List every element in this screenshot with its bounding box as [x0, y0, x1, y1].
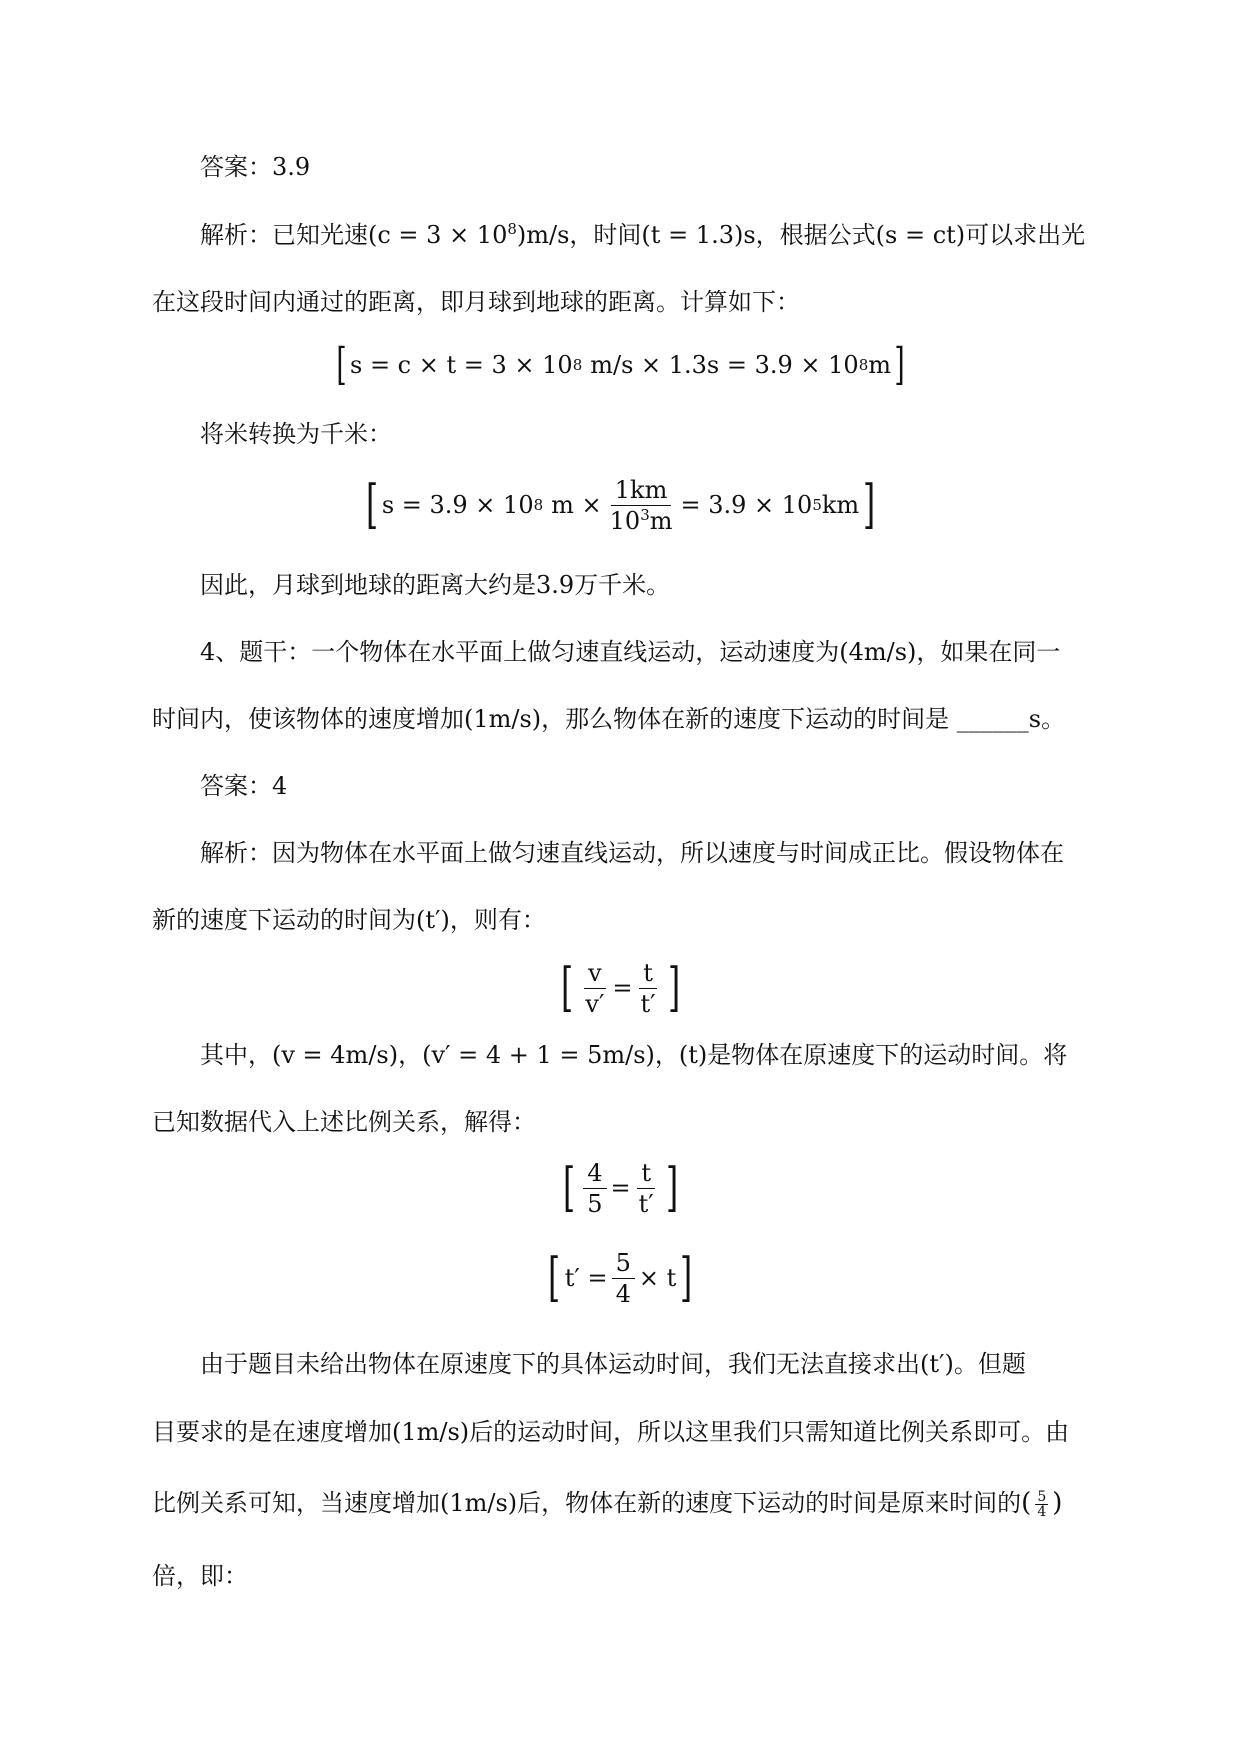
fraction-numerator: 5: [612, 1250, 635, 1279]
fraction-numerator: t: [639, 960, 657, 989]
fraction-numerator: v: [584, 960, 606, 989]
analysis-1-exponent: 8: [507, 220, 517, 238]
conversion-fraction: [606, 477, 677, 534]
right-bracket: ]: [680, 1248, 693, 1308]
question-4-line-2: 时间内，使该物体的速度增加(1m/s)，那么物体在新的速度下运动的时间是 ______s。: [152, 705, 1066, 733]
analysis-1-line-1: [200, 219, 1085, 251]
analysis-1-text-a: 解析：已知光速(c = 3 × 10: [200, 221, 508, 249]
formula-1-c: m: [868, 351, 891, 379]
fraction-denominator: 4: [615, 1279, 631, 1308]
analysis-1-text-b: )m/s，时间(t = 1.3)s，根据公式(s = ct)可以求出光: [516, 221, 1086, 249]
fraction-numerator: t: [637, 1160, 655, 1189]
right-bracket: ]: [894, 339, 905, 390]
formula-substituted-ratio: [0, 1155, 1241, 1221]
fraction-denominator: 5: [587, 1189, 603, 1218]
fraction-four-fifths: [583, 1160, 606, 1217]
answer-1: 答案：3.9: [200, 153, 311, 181]
formula-distance-kilometers: [ s = 3.9 × 10 8 m × $\frac{1km}{10^3m}$ = 3.9 × 10 5 km ]: [365, 475, 876, 535]
final-line-3: [152, 1487, 1062, 1519]
formula-1-a: s = c × t = 3 × 10: [350, 351, 573, 379]
fraction-denominator: t′: [640, 989, 656, 1018]
where-line-1: 其中，(v = 4m/s)，(v′ = 4 + 1 = 5m/s)，(t)是物体在原速度下的运动时间。将: [200, 1041, 1068, 1069]
left-paren: (: [1021, 1488, 1032, 1518]
fraction-denominator: t′: [638, 1189, 654, 1218]
fraction-denominator: $10^3m$: [609, 505, 673, 535]
right-bracket: ]: [665, 1158, 678, 1218]
where-line-2: 已知数据代入上述比例关系，解得：: [152, 1108, 536, 1136]
left-bracket: [: [561, 958, 574, 1018]
formula-distance-meters: [ s = c × t = 3 × 10 8 m/s × 1.3s = 3.9 × 10 8 m ]: [336, 339, 905, 390]
final-line-2: 目要求的是在速度增加(1m/s)后的运动时间，所以这里我们只需知道比例关系即可。由: [152, 1418, 1070, 1446]
equals-sign: =: [612, 974, 633, 1002]
final-line-1: 由于题目未给出物体在原速度下的具体运动时间，我们无法直接求出(t′)。但题: [200, 1350, 1026, 1378]
answer-4: 答案：4: [200, 772, 288, 800]
fraction-denominator: v′: [585, 989, 605, 1018]
question-4-line-1: 4、题干：一个物体在水平面上做匀速直线运动，运动速度为(4m/s)，如果在同一: [200, 638, 1061, 666]
fraction-t: [635, 1160, 658, 1217]
conclusion-1: 因此，月球到地球的距离大约是3.9万千米。: [200, 571, 671, 599]
fraction-t: [637, 960, 660, 1017]
formula-5-right: × t: [638, 1264, 677, 1292]
right-bracket: ]: [667, 958, 680, 1018]
formula-solution: [0, 1245, 1241, 1311]
formula-5-left: t′ =: [564, 1264, 608, 1292]
analysis-4-line-1: 解析：因为物体在水平面上做匀速直线运动，所以速度与时间成正比。假设物体在: [200, 839, 1064, 867]
analysis-1-line-2: 在这段时间内通过的距离，即月球到地球的距离。计算如下：: [152, 288, 800, 316]
formula-2-b: m ×: [551, 491, 602, 519]
left-bracket: [: [336, 339, 347, 390]
formula-2-c: = 3.9 × 10: [680, 491, 813, 519]
right-paren: ): [1052, 1488, 1063, 1518]
final-line-4: 倍，即：: [152, 1562, 248, 1590]
final-line-3-text: 比例关系可知，当速度增加(1m/s)后，物体在新的速度下运动的时间是原来时间的: [152, 1489, 1022, 1517]
inline-fraction-five-fourths: [1035, 1490, 1048, 1519]
fraction-five-fourths: [612, 1250, 635, 1307]
formula-ratio: [0, 955, 1241, 1021]
convert-label: 将米转换为千米：: [200, 420, 392, 448]
left-bracket: [: [563, 1158, 576, 1218]
formula-2-a: s = 3.9 × 10: [381, 491, 534, 519]
formula-1-b: m/s × 1.3s = 3.9 × 10: [590, 351, 859, 379]
equals-sign: =: [610, 1174, 631, 1202]
fraction-numerator: 4: [583, 1160, 606, 1189]
formula-2-d: km: [821, 491, 860, 519]
analysis-4-line-2: 新的速度下运动的时间为(t′)，则有：: [152, 906, 546, 934]
left-bracket: [: [365, 475, 378, 535]
fraction-numerator: 1km: [611, 477, 672, 506]
right-bracket: ]: [863, 475, 876, 535]
fraction-v: [581, 960, 608, 1017]
fraction-denominator: 4: [1037, 1504, 1047, 1520]
left-bracket: [: [548, 1248, 561, 1308]
fraction-numerator: 5: [1037, 1489, 1047, 1505]
